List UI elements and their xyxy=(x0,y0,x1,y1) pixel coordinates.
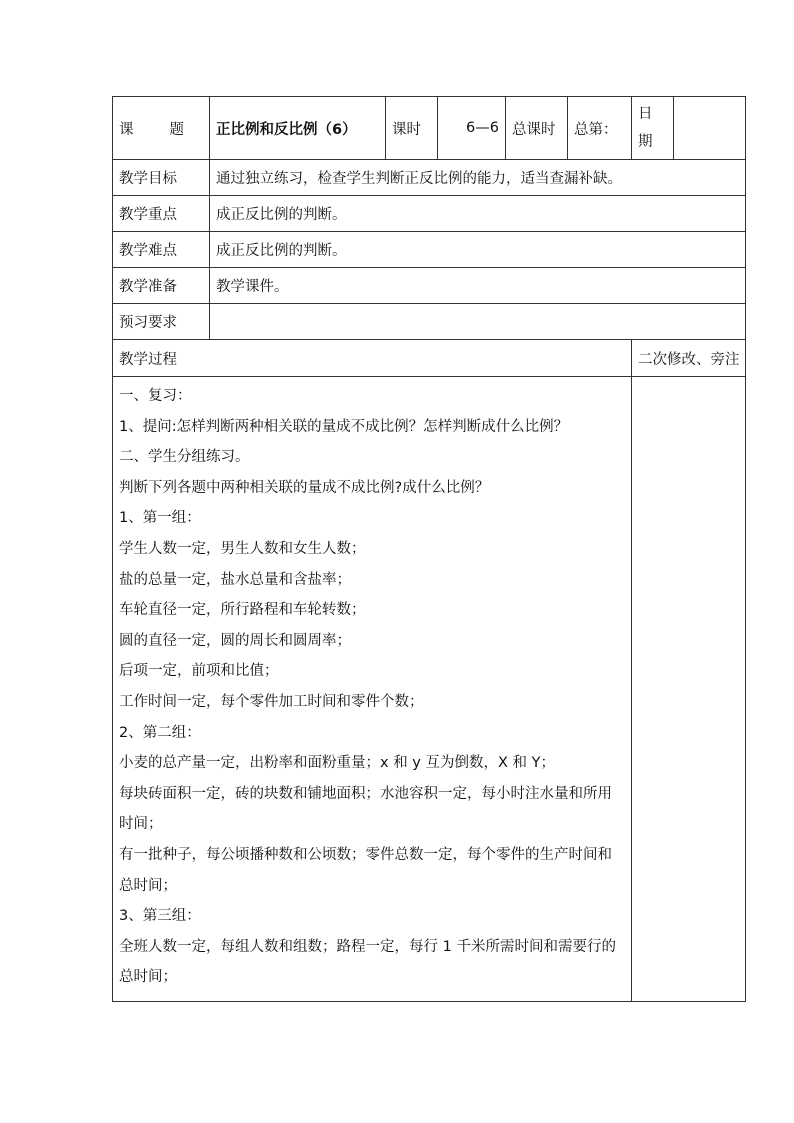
row-value: 成正反比例的判断。 xyxy=(210,196,746,232)
total-periods-label: 总课时 xyxy=(506,97,568,160)
side-notes-label: 二次修改、旁注 xyxy=(632,340,746,377)
process-line: 1、提问:怎样判断两种相关联的量成不成比例？怎样判断成什么比例？ xyxy=(119,418,569,435)
row-label: 教学重点 xyxy=(113,196,210,232)
process-line: 学生人数一定，男生人数和女生人数； xyxy=(119,540,366,557)
process-line: 小麦的总产量一定，出粉率和面粉重量；x 和 y 互为倒数，X 和 Y； xyxy=(119,755,555,772)
process-body-row xyxy=(113,377,746,1002)
side-notes-content xyxy=(632,377,746,1002)
process-line: 1、第一组： xyxy=(119,510,201,527)
date-value xyxy=(674,97,746,160)
process-line: 后项一定，前项和比值； xyxy=(119,663,279,680)
row-label: 教学难点 xyxy=(113,232,210,268)
process-label: 教学过程 xyxy=(113,340,632,377)
row-value xyxy=(210,304,746,340)
process-line: 盐的总量一定，盐水总量和含盐率； xyxy=(119,571,351,588)
row-label: 教学目标 xyxy=(113,160,210,196)
difficulties-row xyxy=(113,232,746,268)
period-label: 课时 xyxy=(386,97,438,160)
row-value: 教学课件。 xyxy=(210,268,746,304)
row-label: 教学准备 xyxy=(113,268,210,304)
process-line: 工作时间一定，每个零件加工时间和零件个数； xyxy=(119,693,424,710)
process-line: 每块砖面积一定，砖的块数和铺地面积；水池容积一定，每小时注水量和所用时间； xyxy=(119,785,612,833)
total-number-label: 总第： xyxy=(568,97,632,160)
process-line: 车轮直径一定，所行路程和车轮转数； xyxy=(119,602,366,619)
process-line: 二、学生分组练习。 xyxy=(119,449,250,466)
topic-label-2: 题 xyxy=(169,121,184,138)
header-row xyxy=(113,97,746,160)
preview-row xyxy=(113,304,746,340)
process-line: 3、第三组： xyxy=(119,908,201,925)
date-label-cell xyxy=(632,97,674,160)
process-header-row xyxy=(113,340,746,377)
topic-label: 课 xyxy=(119,121,134,138)
process-line: 圆的直径一定，圆的周长和圆周率； xyxy=(119,632,351,649)
process-content xyxy=(113,377,632,1002)
row-value: 通过独立练习，检查学生判断正反比例的能力，适当查漏补缺。 xyxy=(210,160,746,196)
process-lines xyxy=(119,381,625,993)
preparation-row xyxy=(113,268,746,304)
process-line: 有一批种子，每公顷播种数和公顷数；零件总数一定，每个零件的生产时间和总时间； xyxy=(119,846,612,894)
lesson-plan-table xyxy=(112,96,746,1002)
process-line: 判断下列各题中两种相关联的量成不成比例?成什么比例？ xyxy=(119,479,490,496)
topic-value: 正比例和反比例（6） xyxy=(210,97,386,160)
row-label: 预习要求 xyxy=(113,304,210,340)
objectives-row xyxy=(113,160,746,196)
process-line: 全班人数一定，每组人数和组数；路程一定，每行 1 千米所需时间和需要行的总时间； xyxy=(119,938,616,986)
key-points-row xyxy=(113,196,746,232)
process-line: 2、第二组： xyxy=(119,724,201,741)
period-value: 6—6 xyxy=(438,97,506,160)
row-value: 成正反比例的判断。 xyxy=(210,232,746,268)
process-line: 一、复习： xyxy=(119,388,192,404)
date-label-1: 日 xyxy=(638,106,653,122)
topic-label-cell xyxy=(113,97,210,160)
date-label-2: 期 xyxy=(638,134,653,150)
